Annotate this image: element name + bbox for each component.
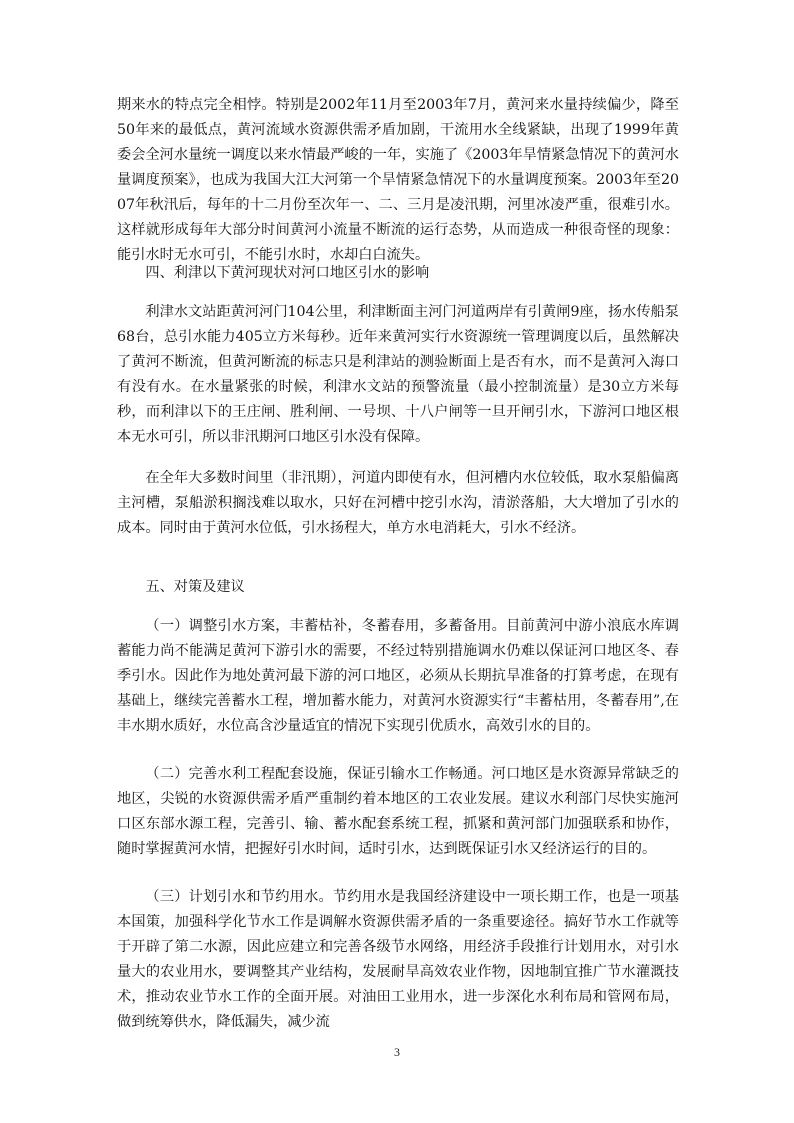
paragraph-lijin-station (117, 300, 679, 450)
page-number: 3 (394, 1045, 400, 1059)
heading-5-text: 五、对策及建议 (145, 579, 245, 595)
heading-4-text: 四、利津以下黄河现状对河口地区引水的影响 (145, 265, 430, 281)
section-heading-5 (117, 575, 679, 600)
paragraph-measure-3 (117, 885, 679, 1035)
paragraph-measure-1 (117, 614, 679, 739)
paragraph-non-flood-season (117, 466, 679, 541)
paragraph-1: 期来水的特点完全相悖。特别是2002年11月至2003年7月，黄河来水量持续偏少，降至50年来的最低点，黄河流域水资源供需矛盾加剧，干流用水全线紧缺，出现了1999年黄委会全河水量统一调度以来水情最严峻的一年，实施了《2003年旱情紧急情况下的黄河水量调度预案》，也成为我国大江大河第一个旱情紧急情况下的水量调度预案。2003年至2007年秋汛后，每年的十二月份至次年一、二、三月是凌汛期，河里冰凌严重，很难引水。这样就形成每年大部分时间黄河小流量不断流的运行态势，从而造成一种很奇怪的现象：能引水时无水可引，不能引水时，水却白白流失。 (117, 97, 679, 263)
paragraph-4: （一）调整引水方案，丰蓄枯补，冬蓄春用，多蓄备用。目前黄河中游小浪底水库调蓄能力尚不能满足黄河下游引水的需要，不经过特别措施调水仍难以保证河口地区冬、春季引水。因此作为地处黄河最下游的河口地区，必须从长期抗旱准备的打算考虑，在现有基础上，继续完善蓄水工程，增加蓄水能力，对黄河水资源实行“丰蓄枯用，冬蓄春用”,在丰水期水质好，水位高含沙量适宜的情况下实现引优质水，高效引水的目的。 (117, 618, 679, 734)
paragraph-2: 利津水文站距黄河河门104公里，利津断面主河门河道两岸有引黄闸9座，扬水传船泵68台，总引水能力405立方米每秒。近年来黄河实行水资源统一管理调度以后，虽然解决了黄河不断流，但黄河断流的标志只是利津站的测验断面上是否有水，而不是黄河入海口有没有水。在水量紧张的时候，利津水文站的预警流量（最小控制流量）是30立方米每秒，而利津以下的王庄闸、胜利闸、一号坝、十八户闸等一旦开闸引水，下游河口地区根本无水可引，所以非汛期河口地区引水没有保障。 (117, 304, 679, 445)
paragraph-3: 在全年大多数时间里（非汛期），河道内即使有水，但河槽内水位较低，取水泵船偏离主河槽，泵船淤积搁浅难以取水，只好在河槽中挖引水沟，清淤落船，大大增加了引水的成本。同时由于黄河水位低，引水扬程大，单方水电消耗大，引水不经济。 (117, 470, 679, 536)
section-heading-4 (117, 261, 679, 286)
paragraph-continuation (117, 93, 679, 268)
paragraph-measure-2 (117, 762, 679, 862)
paragraph-5: （二）完善水利工程配套设施，保证引输水工作畅通。河口地区是水资源异常缺乏的地区，尖锐的水资源供需矛盾严重制约着本地区的工农业发展。建议水利部门尽快实施河口区东部水源工程，完善引、输、蓄水配套系统工程，抓紧和黄河部门加强联系和协作，随时掌握黄河水情，把握好引水时间，适时引水，达到既保证引水又经济运行的目的。 (117, 766, 679, 857)
paragraph-6: （三）计划引水和节约用水。节约用水是我国经济建设中一项长期工作，也是一项基本国策，加强科学化节水工作是调解水资源供需矛盾的一条重要途径。搞好节水工作就等于开辟了第二水源，因此应建立和完善各级节水网络，用经济手段推行计划用水，对引水量大的农业用水，要调整其产业结构，发展耐旱高效农业作物，因地制宜推广节水灌溉技术，推动农业节水工作的全面开展。对油田工业用水，进一步深化水利布局和管网布局，做到统筹供水，降低漏失，减少流 (117, 889, 679, 1030)
